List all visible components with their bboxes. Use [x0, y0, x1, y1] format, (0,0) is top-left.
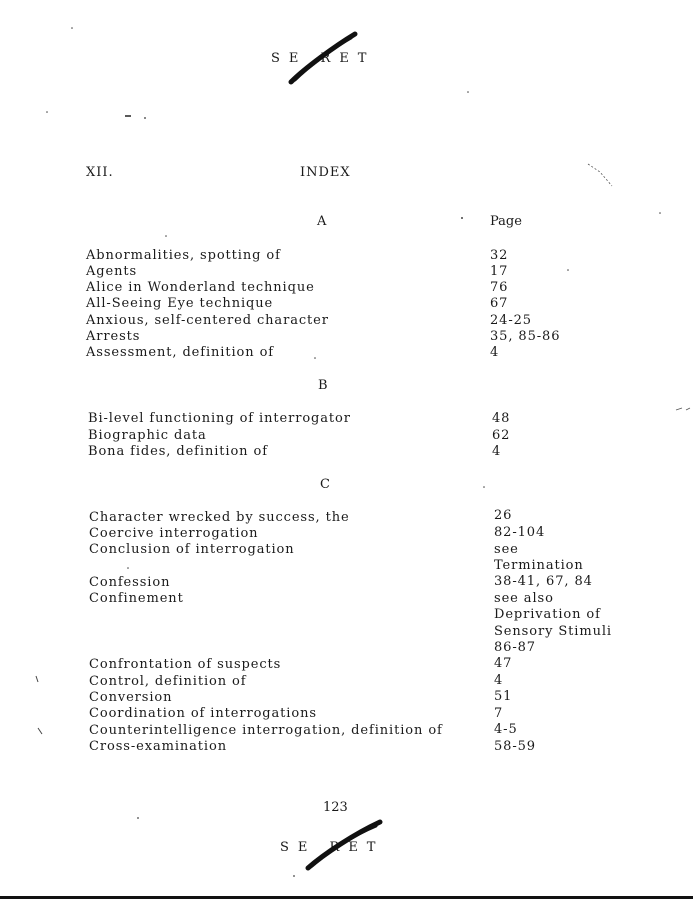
index-entry-term: All-Seeing Eye technique	[86, 296, 274, 311]
index-entry-term: Counterintelligence interrogation, definition of	[89, 723, 443, 738]
section-letter-c: C	[320, 477, 330, 492]
chapter-number: XII.	[86, 165, 114, 180]
index-entry-term: Character wrecked by success, the	[89, 510, 350, 525]
index-entry-page: 47	[494, 656, 513, 671]
index-entry-term: Agents	[86, 264, 138, 279]
index-entry-page: Sensory Stimuli	[494, 624, 612, 639]
index-entry-page: see also	[494, 591, 554, 606]
index-entry-term: Bona fides, definition of	[88, 444, 268, 459]
index-entry-term: Control, definition of	[89, 674, 247, 689]
index-entry-term: Assessment, definition of	[86, 345, 275, 360]
index-entry-term: Cross-examination	[89, 739, 227, 754]
index-entry-page: Termination	[494, 558, 584, 573]
index-entry-page: 4	[490, 345, 500, 360]
index-entry-page: 76	[490, 280, 509, 295]
index-entry-term: Abnormalities, spotting of	[86, 248, 281, 263]
page-number: 123	[323, 800, 348, 815]
index-entry-page: 48	[492, 411, 511, 426]
index-entry-page: 26	[494, 508, 513, 523]
index-entry-term: Arrests	[86, 329, 141, 344]
index-entry-term: Confrontation of suspects	[89, 657, 282, 672]
section-letter-b: B	[318, 378, 328, 393]
index-entry-page: 58-59	[494, 739, 536, 754]
chapter-title: INDEX	[300, 165, 351, 180]
section-letter-a: A	[317, 214, 327, 229]
index-entry-term: Bi-level functioning of interrogator	[88, 411, 351, 426]
index-entry-page: 4	[494, 673, 504, 688]
index-entry-page: 62	[492, 428, 511, 443]
index-entry-term: Confinement	[89, 591, 184, 606]
index-entry-page: 67	[490, 296, 509, 311]
index-entry-page: 32	[490, 248, 509, 263]
index-entry-page: see	[494, 542, 519, 557]
index-entry-term: Conclusion of interrogation	[89, 542, 295, 557]
index-entry-page: Deprivation of	[494, 607, 601, 622]
index-entry-page: 24-25	[490, 313, 532, 328]
index-entry-page: 7	[494, 706, 504, 721]
index-entry-page: 51	[494, 689, 513, 704]
index-entry-term: Confession	[89, 575, 171, 590]
index-entry-term: Anxious, self-centered character	[86, 313, 329, 328]
index-entry-term: Alice in Wonderland technique	[86, 280, 315, 295]
index-entry-term: Coordination of interrogations	[89, 706, 317, 721]
index-entry-page: 4-5	[494, 722, 518, 737]
page-column-header: Page	[490, 214, 522, 229]
classification-marking-top: SE RET	[271, 51, 376, 66]
index-entry-page: 38-41, 67, 84	[494, 574, 593, 589]
index-entry-term: Biographic data	[88, 428, 207, 443]
index-entry-term: Coercive interrogation	[89, 526, 259, 541]
index-entry-page: 86-87	[494, 640, 536, 655]
index-entry-page: 4	[492, 444, 502, 459]
index-entry-page: 82-104	[494, 525, 546, 540]
index-entry-page: 35, 85-86	[490, 329, 561, 344]
classification-marking-bottom: SE RET	[280, 840, 385, 855]
index-entry-term: Conversion	[89, 690, 173, 705]
index-entry-page: 17	[490, 264, 509, 279]
